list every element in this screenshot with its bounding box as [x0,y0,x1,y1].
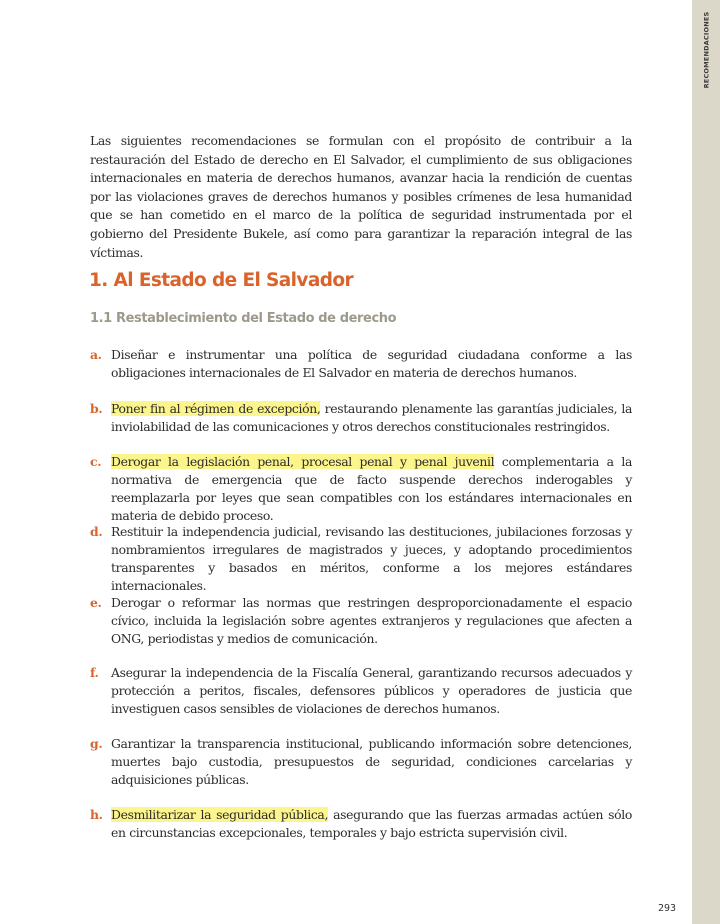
section-label-text: RECOMENDACIONES [702,11,711,89]
recommendation-item-h [90,806,632,842]
item-highlight: Derogar la legislación penal, procesal penal y penal juvenil [111,454,495,469]
item-letter: f. [90,665,99,680]
item-letter: a. [90,347,102,362]
item-text: Restituir la independencia judicial, revisando las destituciones, jubilaciones forzosas y nombramientos irregulares de magistrados y jueces, y adoptando procedimientos transparentes y basados en méritos, conforme a los mejores estándares internacionales. [111,524,632,593]
item-text: Derogar o reformar las normas que restringen desproporcionadamente el espacio cívico, incluida la legislación sobre agentes extranjeros y regulaciones que afecten a ONG, periodistas y medios de comunicación. [111,595,632,646]
item-text: Asegurar la independencia de la Fiscalía General, garantizando recursos adecuados y protección a peritos, fiscales, defensores públicos y operadores de justicia que investiguen casos sensibles de violaciones de derechos humanos. [111,665,632,716]
recommendation-item-c [90,453,632,525]
item-letter: b. [90,401,103,416]
item-text: Garantizar la transparencia institucional, publicando información sobre detenciones, muertes bajo custodia, presupuestos de seguridad, condiciones carcelarias y adquisiciones públicas. [111,736,632,787]
page-number: 293 [658,903,677,914]
recommendation-item-f [90,664,632,718]
item-letter: c. [90,454,102,469]
subsection-heading: 1.1 Restablecimiento del Estado de derecho [90,311,397,326]
recommendation-item-d [90,523,632,595]
intro-paragraph: Las siguientes recomendaciones se formulan con el propósito de contribuir a la restauración del Estado de derecho en El Salvador, el cumplimiento de sus obligaciones internacionales en materia de derechos humanos, avanzar hacia la rendición de cuentas por las violaciones graves de derechos humanos y posibles crímenes de lesa humanidad que se han cometido en el marco de la política de seguridad instrumentada por el gobierno del Presidente Bukele, así como para garantizar la reparación integral de las víctimas. [90,133,632,260]
recommendation-item-a [90,346,632,382]
section-label [693,10,719,90]
recommendation-item-e [90,594,632,648]
item-highlight: Poner fin al régimen de excepción, [111,401,321,416]
item-text: Desmilitarizar la seguridad pública, asegurando que las fuerzas armadas actúen sólo en circunstancias excepcionales, temporales y bajo estricta supervisión civil. [111,807,632,840]
item-text: Diseñar e instrumentar una política de seguridad ciudadana conforme a las obligaciones internacionales de El Salvador en materia de derechos humanos. [111,347,632,380]
recommendation-item-b [90,400,632,436]
section-heading: 1. Al Estado de El Salvador [89,270,354,291]
item-letter: e. [90,595,102,610]
item-text: Derogar la legislación penal, procesal penal y penal juvenil complementaria a la normativa de emergencia que de facto suspende derechos inderogables y reemplazarla por leyes que sean compatibles con los estándares internacionales en materia de debido proceso. [111,454,632,523]
item-letter: d. [90,524,103,539]
item-letter: h. [90,807,103,822]
recommendation-item-g [90,735,632,789]
section-sidebar [692,0,720,924]
item-highlight: Desmilitarizar la seguridad pública, [111,807,329,822]
item-letter: g. [90,736,103,751]
item-text: Poner fin al régimen de excepción, restaurando plenamente las garantías judiciales, la inviolabilidad de las comunicaciones y otros derechos constitucionales restringidos. [111,401,632,434]
